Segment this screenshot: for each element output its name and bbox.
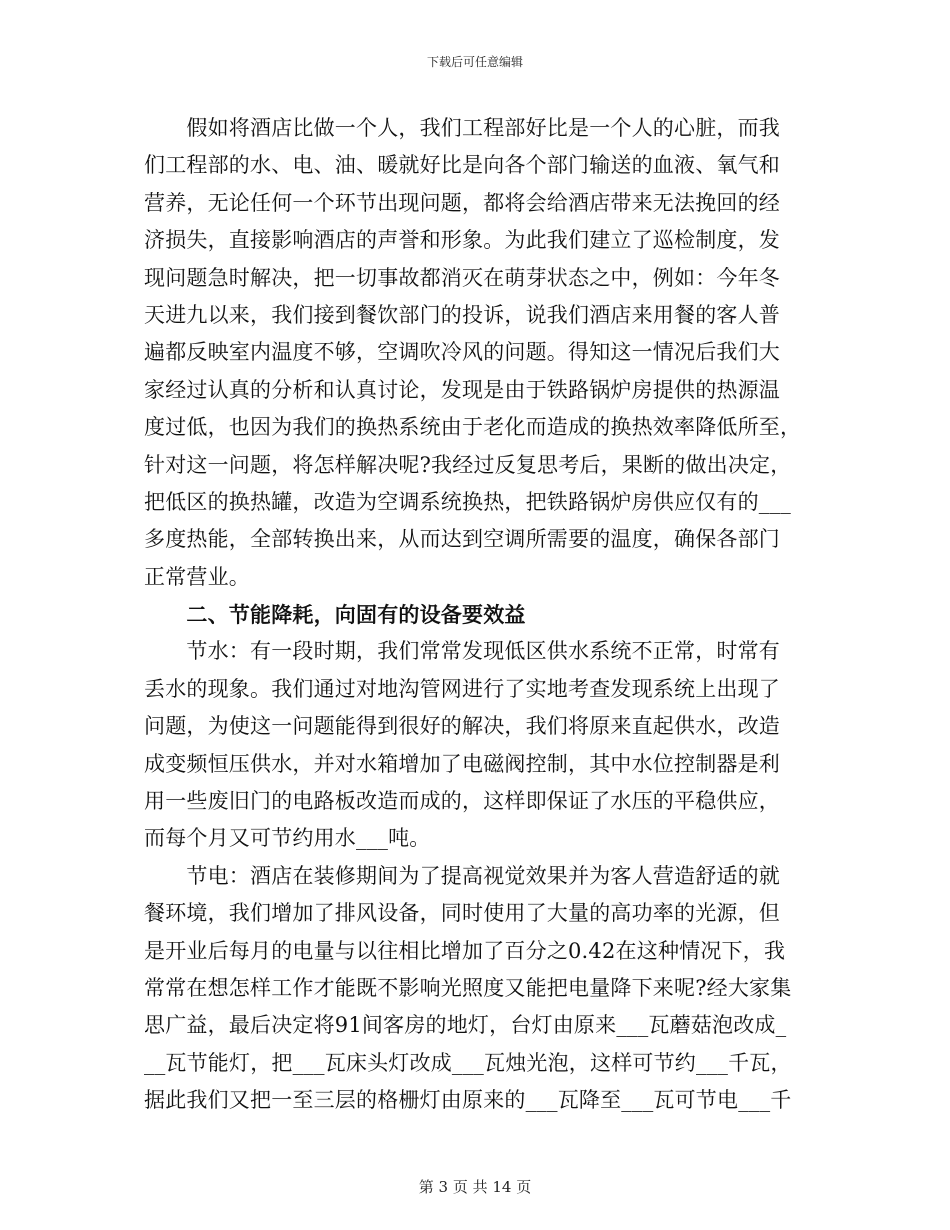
- paragraph-line: 餐环境，我们增加了排风设备，同时使用了大量的高功率的光源，但: [144, 901, 780, 926]
- paragraph-line: 假如将酒店比做一个人，我们工程部好比是一个人的心脏，而我: [144, 116, 780, 140]
- paragraph-line: 是开业后每月的电量与以往相比增加了百分之0.42在这种情况下，我: [144, 938, 786, 963]
- paragraph-line: 把低区的换热罐，改造为空调系统换热，把铁路锅炉房供应仅有的___: [144, 489, 791, 514]
- paragraph-line: 成变频恒压供水，并对水箱增加了电磁阀控制，其中水位控制器是利: [144, 751, 780, 776]
- paragraph-line: 据此我们又把一至三层的格栅灯由原来的___瓦降至___瓦可节电___千: [144, 1088, 792, 1113]
- paragraph-line: 正常营业。: [144, 564, 250, 589]
- paragraph-line: 用一些废旧门的电路板改造而成的，这样即保证了水压的平稳供应，: [144, 789, 780, 814]
- paragraph-line: 丢水的现象。我们通过对地沟管网进行了实地考查发现系统上出现了: [144, 676, 780, 701]
- paragraph-line: 济损失，直接影响酒店的声誉和形象。为此我们建立了巡检制度，发: [144, 228, 780, 253]
- paragraph-line: 节水：有一段时期，我们常常发现低区供水系统不正常，时常有: [144, 639, 780, 664]
- paragraph-line: 遍都反映室内温度不够，空调吹冷风的问题。得知这一情况后我们大: [144, 340, 780, 365]
- paragraph-line: 节电：酒店在装修期间为了提高视觉效果并为客人营造舒适的就: [144, 863, 780, 888]
- paragraph-line: 多度热能，全部转换出来，从而达到空调所需要的温度，确保各部门: [144, 527, 780, 552]
- paragraph-line: 们工程部的水、电、油、暖就好比是向各个部门输送的血液、氧气和: [144, 153, 780, 178]
- page-header: 下载后可任意编辑: [426, 55, 523, 69]
- paragraph-line: 家经过认真的分析和认真讨论，发现是由于铁路锅炉房提供的热源温: [144, 377, 780, 402]
- document-body: [144, 110, 804, 1120]
- paragraph-line: __瓦节能灯，把___瓦床头灯改成___瓦烛光泡，这样可节约___千瓦，: [144, 1050, 792, 1075]
- section-heading: 二、节能降耗，向固有的设备要效益: [144, 602, 526, 628]
- paragraph-line: 现问题急时解决，把一切事故都消灭在萌芽状态之中，例如：今年冬: [144, 265, 780, 290]
- paragraph-line: 营养，无论任何一个环节出现问题，都将会给酒店带来无法挽回的经: [144, 190, 780, 215]
- paragraph-line: 针对这一问题，将怎样解决呢?我经过反复思考后，果断的做出决定，: [144, 452, 792, 477]
- paragraph-line: 度过低，也因为我们的换热系统由于老化而造成的换热效率降低所至，: [144, 415, 802, 440]
- paragraph-line: 而每个月又可节约用水___吨。: [144, 826, 431, 851]
- page-footer: 第 3 页 共 14 页: [418, 1178, 532, 1196]
- paragraph-line: 思广益，最后决定将91间客房的地灯，台灯由原来___瓦蘑菇泡改成_: [144, 1013, 787, 1038]
- paragraph-line: 常常在想怎样工作才能既不影响光照度又能把电量降下来呢?经大家集: [144, 975, 792, 1000]
- paragraph-line: 天进九以来，我们接到餐饮部门的投诉，说我们酒店来用餐的客人普: [144, 302, 780, 327]
- paragraph-line: 问题，为使这一问题能得到很好的解决，我们将原来直起供水，改造: [144, 714, 780, 739]
